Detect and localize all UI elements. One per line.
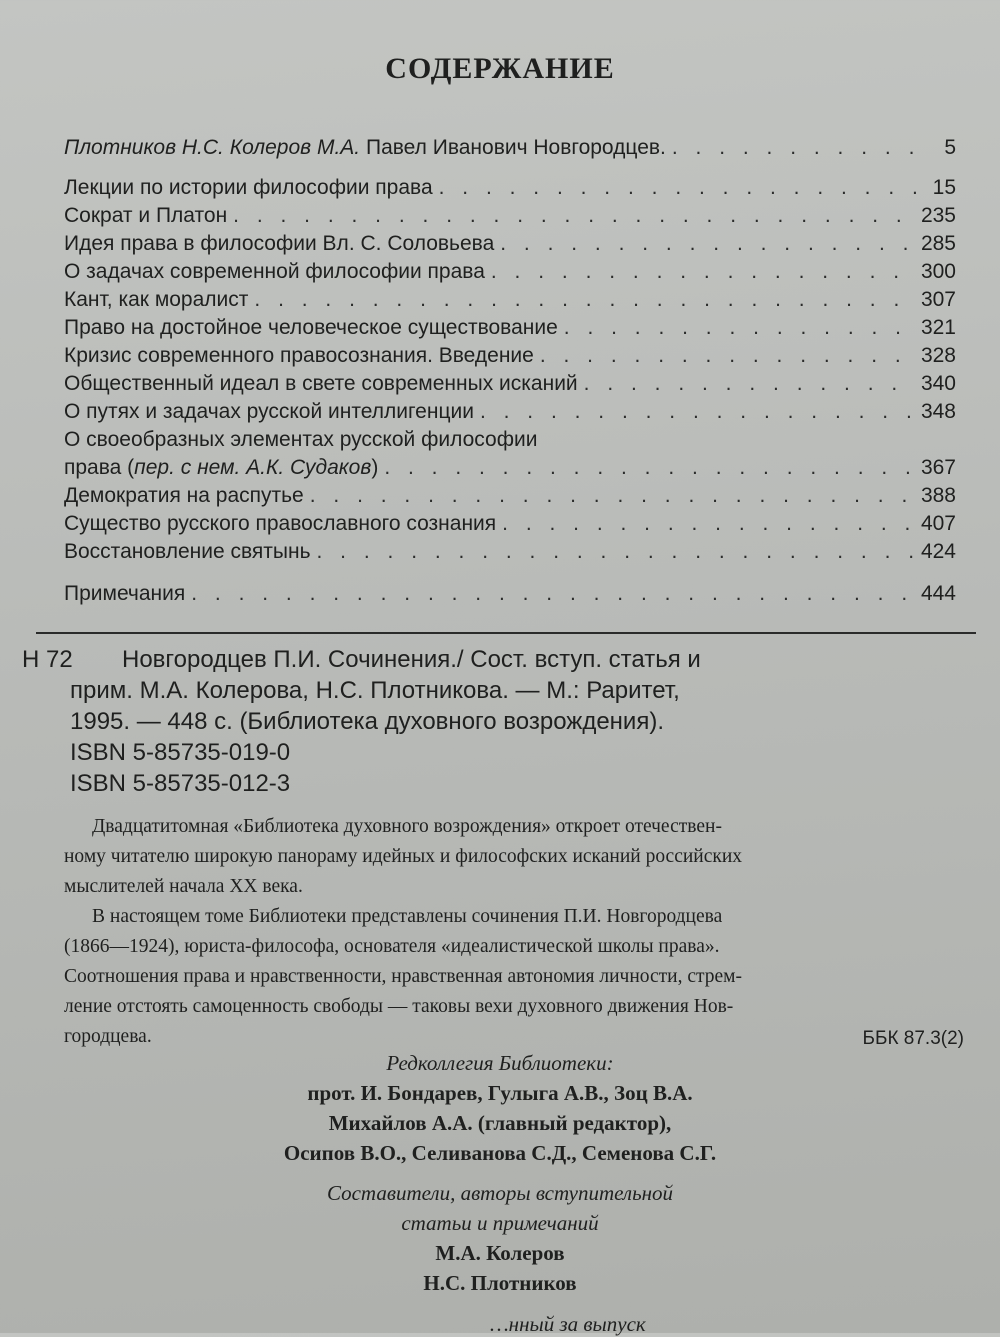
toc-entry-title: Сократ и Платон (64, 204, 228, 227)
toc-leader-dots (480, 398, 915, 426)
toc-entry-authors: Плотников Н.С. Колеров М.А. (64, 136, 361, 159)
toc-entry (64, 286, 956, 314)
annotation-line: (1866—1924), юриста-философа, основателя «идеалистической школы права». (64, 936, 720, 957)
toc-entry (64, 482, 956, 510)
toc-entry-page: 307 (920, 288, 956, 311)
compiler-name: М.А. Колеров (435, 1241, 565, 1265)
toc-entry-page: 424 (920, 540, 956, 563)
toc-entry-page: 340 (920, 372, 956, 395)
toc-leader-dots (191, 580, 915, 608)
toc-entry-title: Лекции по истории философии права (64, 176, 433, 199)
toc-entry-page: 444 (920, 582, 956, 605)
toc-entry-title: Идея права в философии Вл. С. Соловьева (64, 232, 495, 255)
toc-entry-translator: пер. с нем. А.К. Судаков (134, 456, 372, 479)
toc-leader-dots (500, 230, 915, 258)
toc-entry (64, 314, 956, 342)
toc-entry-page: 328 (920, 344, 956, 367)
biblio-line: прим. М.А. Колерова, Н.С. Плотникова. — М.: Раритет, (70, 677, 680, 704)
compilers-heading: Составители, авторы вступительной (326, 1181, 674, 1205)
toc-entry-title-text: права ( (64, 456, 135, 479)
editorial-board-members: прот. И. Бондарев, Гулыга А.В., Зоц В.А. (307, 1081, 693, 1105)
annotation-line: городцева. (64, 1026, 152, 1047)
toc-entry-page: 15 (932, 176, 956, 199)
biblio-line (22, 644, 972, 675)
library-code: Н 72 (22, 646, 73, 673)
biblio-text: Новгородцев П.И. Сочинения./ Сост. вступ. статья и (122, 646, 701, 673)
toc-entry-title-text: Павел Иванович Новгородцев. (360, 136, 666, 159)
editorial-board-members: Михайлов А.А. (главный редактор), (328, 1111, 672, 1135)
annotation-line: Двадцатитомная «Библиотека духовного возрождения» откроет отечествен- (92, 816, 722, 837)
annotation-line: ному читателю широкую панораму идейных и философских исканий российских (64, 846, 743, 867)
toc-entry (64, 538, 956, 566)
toc-entry-page: 348 (920, 400, 956, 423)
compilers (0, 1178, 1000, 1298)
toc-entry-title: Кант, как моралист (64, 288, 249, 311)
annotation (64, 812, 964, 1052)
toc-leader-dots (384, 454, 915, 482)
editorial-board (0, 1048, 1000, 1168)
toc-entry-title: О путях и задачах русской интеллигенции (64, 400, 474, 423)
table-of-contents (64, 134, 956, 608)
compilers-heading: статьи и примечаний (401, 1211, 599, 1235)
bibliographic-record (22, 644, 972, 799)
toc-entry-title: Общественный идеал в свете современных исканий (64, 372, 578, 395)
toc-entry (64, 510, 956, 538)
toc-entry-page: 388 (920, 484, 956, 507)
annotation-line: Соотношения права и нравственности, нравственная автономия личности, стрем- (64, 966, 743, 987)
toc-leader-dots (584, 370, 915, 398)
toc-entry-line (64, 426, 956, 454)
toc-entry-title: Право на достойное человеческое существование (64, 316, 558, 339)
toc-entry-page: 321 (920, 316, 956, 339)
toc-leader-dots (491, 258, 915, 286)
toc-entry-title-end: ) (371, 456, 379, 479)
toc-entry-title: О задачах современной философии права (64, 260, 485, 283)
horizontal-divider (36, 632, 976, 634)
toc-entry (64, 580, 956, 608)
toc-title: СОДЕРЖАНИЕ (385, 52, 615, 85)
toc-entry-title: Примечания (64, 582, 186, 605)
toc-entry-page: 285 (920, 232, 956, 255)
isbn: ISBN 5-85735-012-3 (70, 770, 291, 797)
toc-entry (64, 134, 956, 162)
toc-entry-title: Кризис современного правосознания. Введение (64, 344, 534, 367)
toc-entry-title: Восстановление святынь (64, 540, 311, 563)
biblio-line: 1995. — 448 с. (Библиотека духовного возрождения). (70, 708, 664, 735)
toc-entry (64, 370, 956, 398)
toc-leader-dots (439, 174, 920, 202)
toc-entry (64, 230, 956, 258)
toc-leader-dots (310, 482, 915, 510)
toc-leader-dots (540, 342, 915, 370)
toc-entry (64, 174, 956, 202)
isbn: ISBN 5-85735-019-0 (70, 739, 291, 766)
annotation-line: мыслителей начала XX века. (64, 876, 303, 897)
annotation-line: ление отстоять самоценность свободы — таковы вехи духовного движения Нов- (64, 996, 734, 1017)
annotation-paragraph (64, 812, 964, 902)
toc-entry-title: Демократия на распутье (64, 484, 304, 507)
toc-entry-page: 367 (920, 456, 956, 479)
toc-leader-dots (233, 202, 915, 230)
toc-entry-title (64, 134, 666, 162)
toc-leader-dots (317, 538, 915, 566)
toc-entry-title (64, 454, 378, 482)
toc-entry (64, 454, 956, 482)
toc-entry (64, 202, 956, 230)
editorial-board-members: Осипов В.О., Селиванова С.Д., Семенова С.Г. (283, 1141, 717, 1165)
toc-leader-dots (502, 510, 915, 538)
compiler-name: Н.С. Плотников (423, 1271, 577, 1295)
toc-entry-page: 300 (920, 260, 956, 283)
toc-entry-page: 5 (944, 136, 956, 159)
bbk-code: ББК 87.3(2) (862, 1028, 964, 1049)
cut-off-text: …нный за выпуск (490, 1312, 646, 1336)
toc-entry (64, 258, 956, 286)
toc-entry-title: О своеобразных элементах русской философии (64, 428, 538, 451)
toc-entry-page: 235 (920, 204, 956, 227)
annotation-paragraph (64, 902, 964, 1052)
toc-entry (64, 398, 956, 426)
editorial-board-heading: Редколлегия Библиотеки: (386, 1051, 614, 1075)
toc-leader-dots (564, 314, 915, 342)
toc-entry-page: 407 (920, 512, 956, 535)
toc-leader-dots (672, 134, 920, 162)
toc-leader-dots (254, 286, 915, 314)
toc-entry (64, 342, 956, 370)
annotation-line: В настоящем томе Библиотеки представлены сочинения П.И. Новгородцева (92, 906, 723, 927)
toc-entry-title: Существо русского православного сознания (64, 512, 497, 535)
